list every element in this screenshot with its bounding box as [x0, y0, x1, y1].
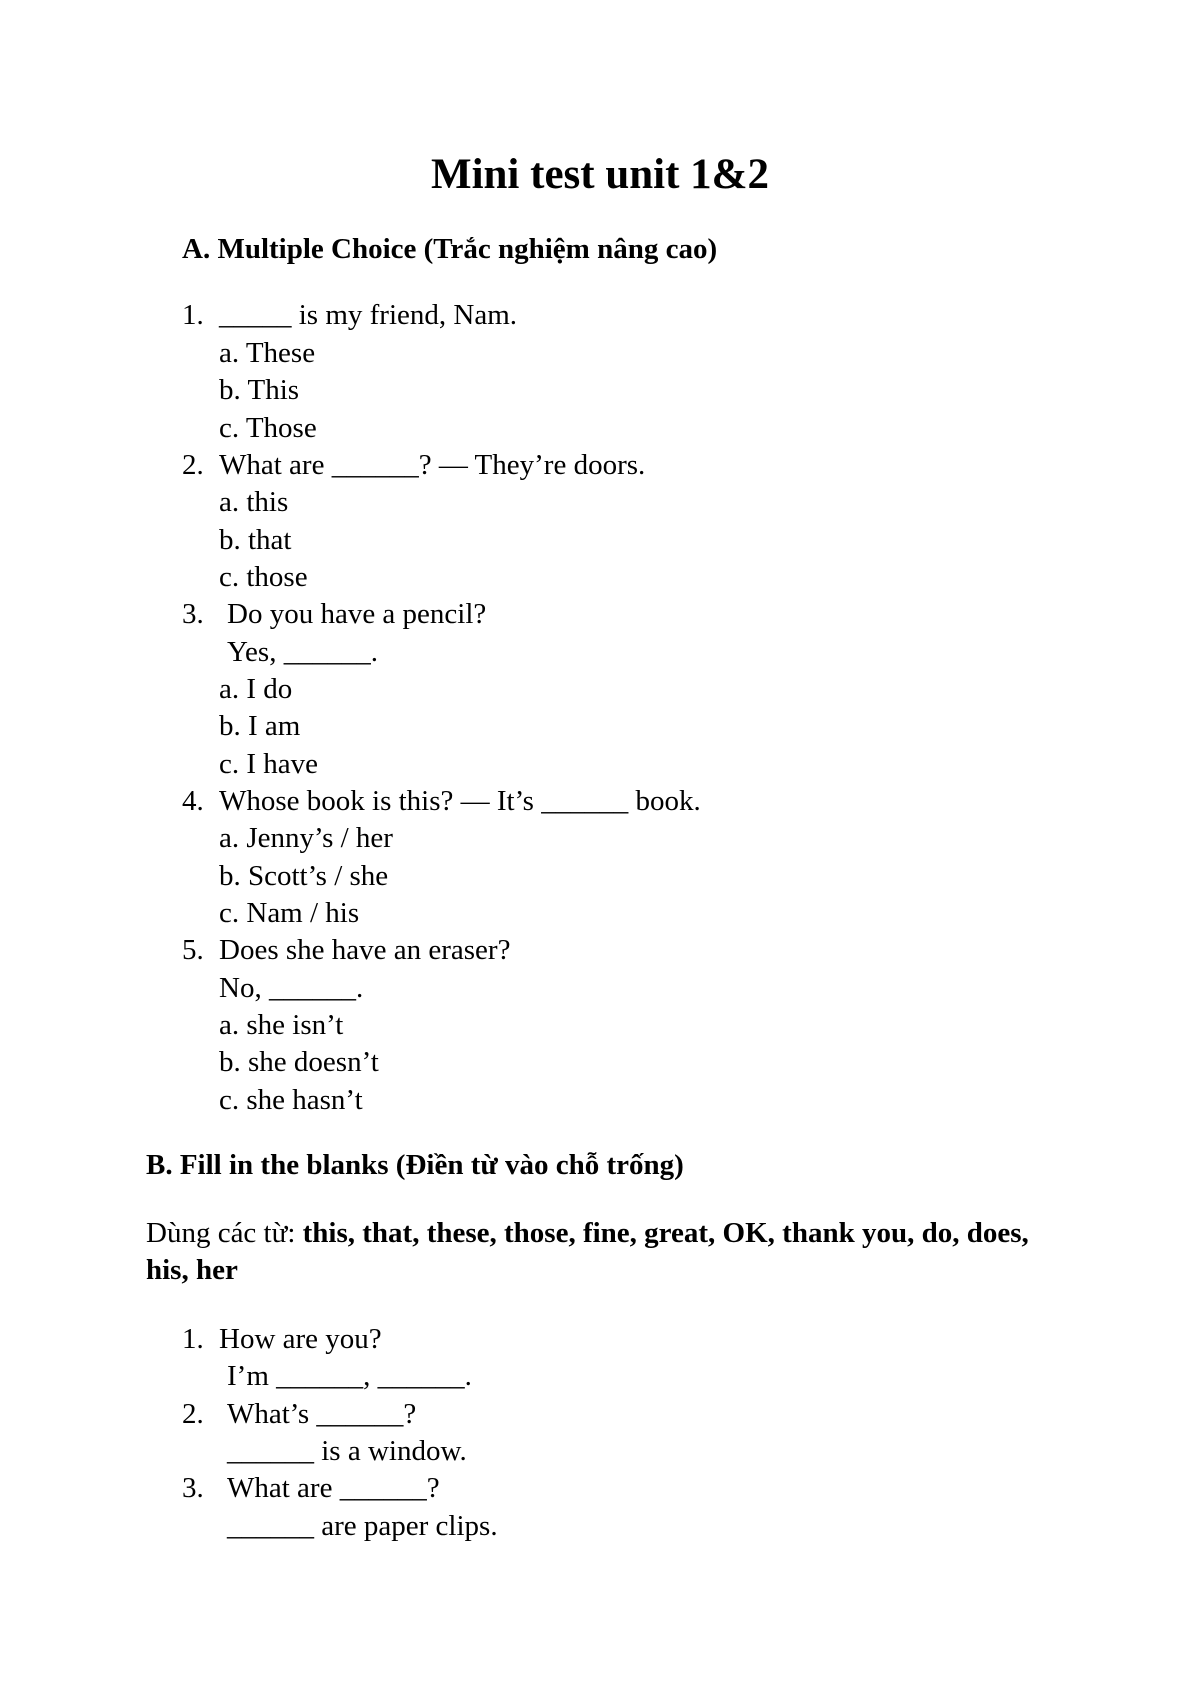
question-text: Does she have an eraser? [219, 934, 511, 966]
answer-option: b. Scott’s / she [219, 860, 389, 892]
answer-option: a. Jenny’s / her [219, 822, 393, 854]
word-bank-words: this, that, these, those, fine, great, OK, thank you, do, does, his, her [146, 1217, 1029, 1286]
question-number: 5. [182, 934, 204, 966]
question-text: How are you? [219, 1323, 382, 1355]
answer-option: a. These [219, 337, 316, 369]
question-text: No, ______. [219, 972, 364, 1004]
section-b-heading: B. Fill in the blanks (Điền từ vào chỗ trống) [146, 1149, 684, 1181]
word-bank-prefix: Dùng các từ: [146, 1217, 303, 1249]
question-number: 1. [182, 299, 204, 331]
answer-option: a. she isn’t [219, 1009, 344, 1041]
page-title: Mini test unit 1&2 [430, 151, 770, 198]
question-number: 1. [182, 1323, 204, 1355]
answer-option: a. I do [219, 673, 293, 705]
question-text: _____ is my friend, Nam. [219, 299, 518, 331]
section-a-heading: A. Multiple Choice (Trắc nghiệm nâng cao) [182, 233, 718, 265]
question-text: What are ______? [227, 1472, 440, 1504]
answer-option: b. This [219, 374, 300, 406]
question-text: ______ is a window. [227, 1435, 467, 1467]
question-text: What’s ______? [227, 1398, 417, 1430]
answer-option: c. Those [219, 412, 317, 444]
answer-option: c. Nam / his [219, 897, 360, 929]
answer-option: b. she doesn’t [219, 1046, 379, 1078]
word-bank [146, 1215, 1076, 1289]
question-text: What are ______? — They’re doors. [219, 449, 646, 481]
question-text: Yes, ______. [227, 636, 378, 668]
question-number: 3. [182, 1472, 204, 1504]
question-number: 4. [182, 785, 204, 817]
answer-option: b. that [219, 524, 292, 556]
question-text: Whose book is this? — It’s ______ book. [219, 785, 701, 817]
answer-option: a. this [219, 486, 289, 518]
question-number: 2. [182, 1398, 204, 1430]
question-text: Do you have a pencil? [227, 598, 487, 630]
question-text: I’m ______, ______. [227, 1360, 472, 1392]
answer-option: c. she hasn’t [219, 1084, 363, 1116]
question-number: 3. [182, 598, 204, 630]
question-number: 2. [182, 449, 204, 481]
answer-option: c. I have [219, 748, 319, 780]
answer-option: b. I am [219, 710, 301, 742]
question-text: ______ are paper clips. [227, 1510, 498, 1542]
answer-option: c. those [219, 561, 308, 593]
